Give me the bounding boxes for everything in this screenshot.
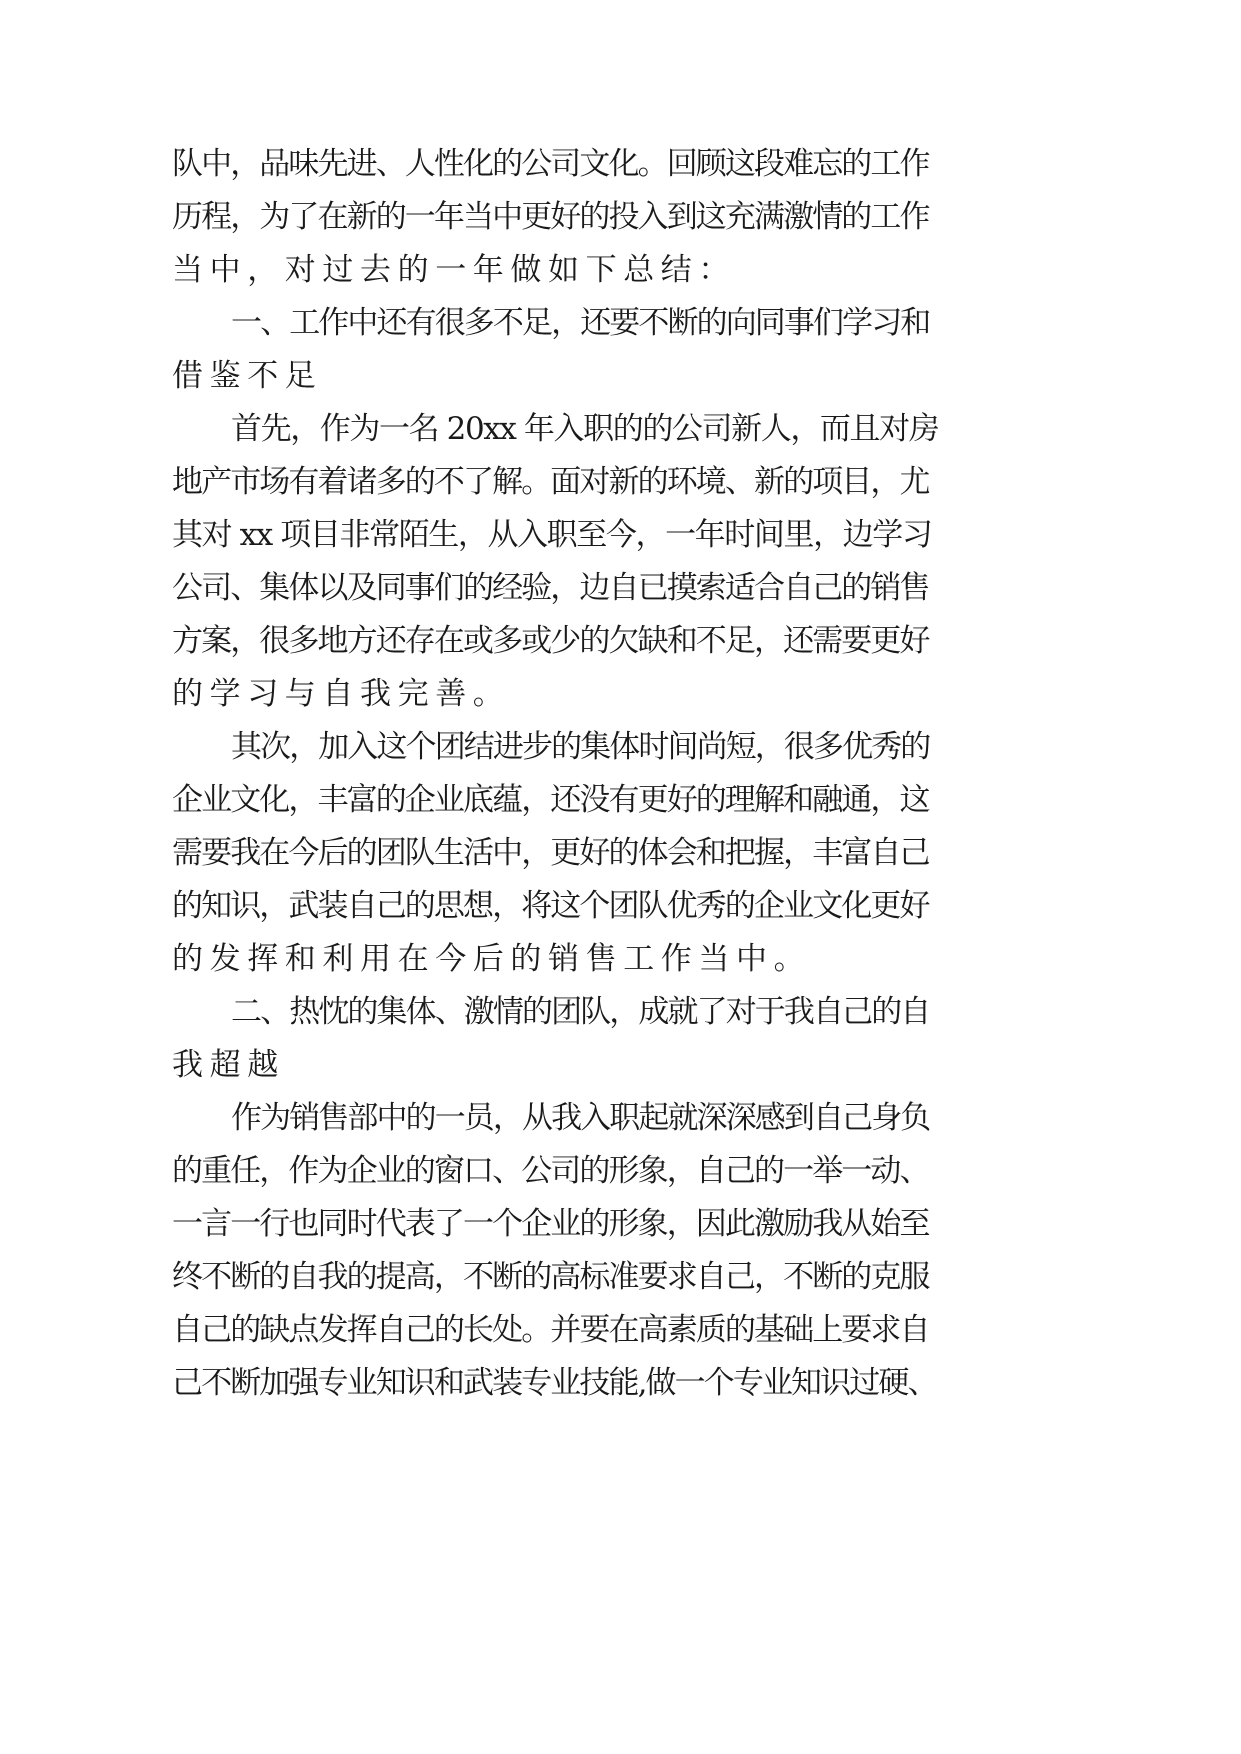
text-line [0,725,1241,769]
text-line-content: 的知识，武装自己的思想，将这个团队优秀的企业文化更好 [172,888,929,924]
text-line-content: 首先，作为一名 20xx 年入职的的公司新人，而且对房 [231,411,939,447]
text-line [0,1149,1241,1193]
text-line-content: 公司、集体以及同事们的经验，边自已摸索适合自己的销售 [172,570,929,606]
text-line-content: 地产市场有着诸多的不了解。面对新的环境、新的项目，尤 [172,464,929,500]
text-line-content: 当中，对过去的一年做如下总结： [172,252,736,288]
text-line-content: 己不断加强专业知识和武装专业技能,做一个专业知识过硬、 [172,1365,937,1401]
text-line [0,1308,1241,1352]
section-heading-line [0,354,1241,398]
section-heading-content: 一、工作中还有很多不足，还要不断的向同事们学习和 [231,305,930,341]
text-line [0,142,1241,186]
text-line [0,884,1241,928]
text-line [0,672,1241,716]
text-line-content: 一言一行也同时代表了一个企业的形象，因此激励我从始至 [172,1206,929,1242]
text-line-content: 其次，加入这个团结进步的集体时间尚短，很多优秀的 [231,729,930,765]
text-line [0,407,1241,451]
text-line-content: 队中，品味先进、人性化的公司文化。回顾这段难忘的工作 [172,146,929,182]
text-line-content: 的学习与自我完善。 [172,676,511,712]
text-line [0,248,1241,292]
text-line [0,937,1241,981]
text-line-content: 需要我在今后的团队生活中，更好的体会和把握，丰富自己 [172,835,929,871]
text-line-content: 自己的缺点发挥自己的长处。并要在高素质的基础上要求自 [172,1312,929,1348]
text-line-content: 方案，很多地方还存在或多或少的欠缺和不足，还需要更好 [172,623,929,659]
section-heading-line [0,301,1241,345]
text-line-content: 历程，为了在新的一年当中更好的投入到这充满激情的工作 [172,199,929,235]
text-line [0,1361,1241,1405]
text-line [0,1096,1241,1140]
section-heading-line [0,990,1241,1034]
text-line [0,831,1241,875]
text-line [0,460,1241,504]
text-line-content: 作为销售部中的一员，从我入职起就深深感到自己身负 [231,1100,930,1136]
section-heading-line [0,1043,1241,1087]
section-heading-content: 二、热忱的集体、激情的团队，成就了对于我自己的自 [231,994,930,1030]
text-line [0,1255,1241,1299]
text-line [0,513,1241,557]
text-line-content: 的发挥和利用在今后的销售工作当中。 [172,941,812,977]
text-line [0,195,1241,239]
text-line [0,778,1241,822]
text-line [0,1202,1241,1246]
text-line-content: 其对 xx 项目非常陌生，从入职至今，一年时间里，边学习 [172,517,932,553]
text-line-content: 终不断的自我的提高，不断的高标准要求自己，不断的克服 [172,1259,929,1295]
text-line [0,619,1241,663]
text-line-content: 的重任，作为企业的窗口、公司的形象，自己的一举一动、 [172,1153,929,1189]
section-heading-content: 我超越 [172,1047,285,1083]
text-line-content: 企业文化，丰富的企业底蕴，还没有更好的理解和融通，这 [172,782,929,818]
section-heading-content: 借鉴不足 [172,358,323,394]
text-line [0,566,1241,610]
